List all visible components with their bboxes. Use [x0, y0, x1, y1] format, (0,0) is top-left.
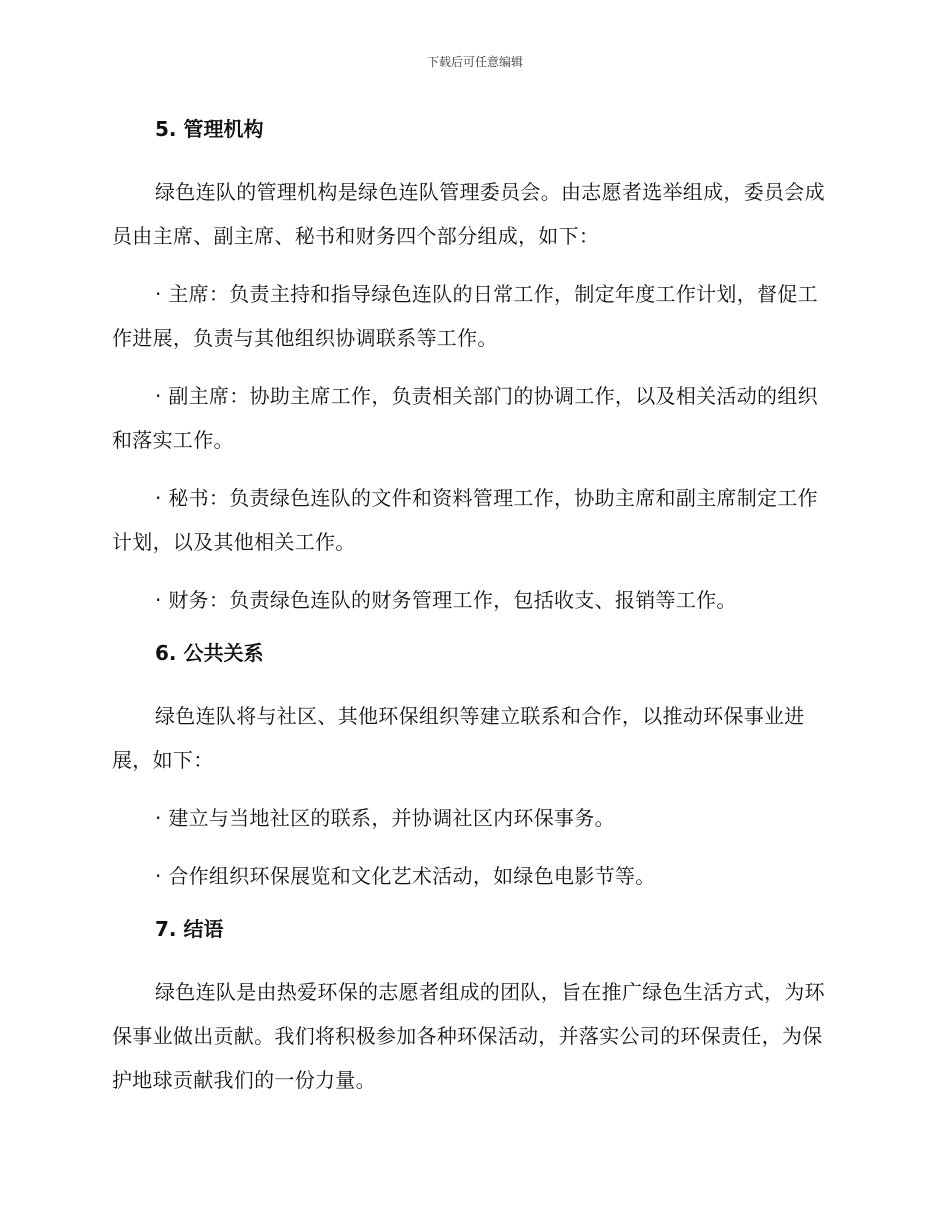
- bullet-item-exhibitions: · 合作组织环保展览和文化艺术活动，如绿色电影节等。: [155, 864, 656, 888]
- bullet-item-community: · 建立与当地社区的联系，并协调社区内环保事务。: [155, 806, 615, 830]
- bullet-item-finance: · 财务：负责绿色连队的财务管理工作，包括收支、报销等工作。: [155, 588, 737, 612]
- section-paragraph: 绿色连队的管理机构是绿色连队管理委员会。由志愿者选举组成，委员会成员由主席、副主席、秘书和财务四个部分组成，如下：: [112, 180, 825, 248]
- section-paragraph: 绿色连队是由热爱环保的志愿者组成的团队，旨在推广绿色生活方式，为环保事业做出贡献。我们将积极参加各种环保活动，并落实公司的环保责任，为保护地球贡献我们的一份力量。: [112, 980, 825, 1092]
- bullet-item-secretary: · 秘书：负责绿色连队的文件和资料管理工作，协助主席和副主席制定工作计划，以及其他相关工作。: [112, 486, 818, 554]
- section-heading-management: 5. 管理机构: [155, 117, 264, 141]
- section-heading-conclusion: 7. 结语: [155, 917, 224, 941]
- section-heading-public-relations: 6. 公共关系: [155, 641, 264, 665]
- page-header: 下载后可任意编辑: [426, 55, 523, 69]
- bullet-item-vice-chairman: · 副主席：协助主席工作，负责相关部门的协调工作，以及相关活动的组织和落实工作。: [112, 384, 818, 452]
- bullet-item-chairman: · 主席：负责主持和指导绿色连队的日常工作，制定年度工作计划，督促工作进展，负责与其他组织协调联系等工作。: [112, 282, 818, 350]
- section-paragraph: 绿色连队将与社区、其他环保组织等建立联系和合作，以推动环保事业进展，如下：: [112, 704, 805, 772]
- document-body: [112, 112, 838, 1116]
